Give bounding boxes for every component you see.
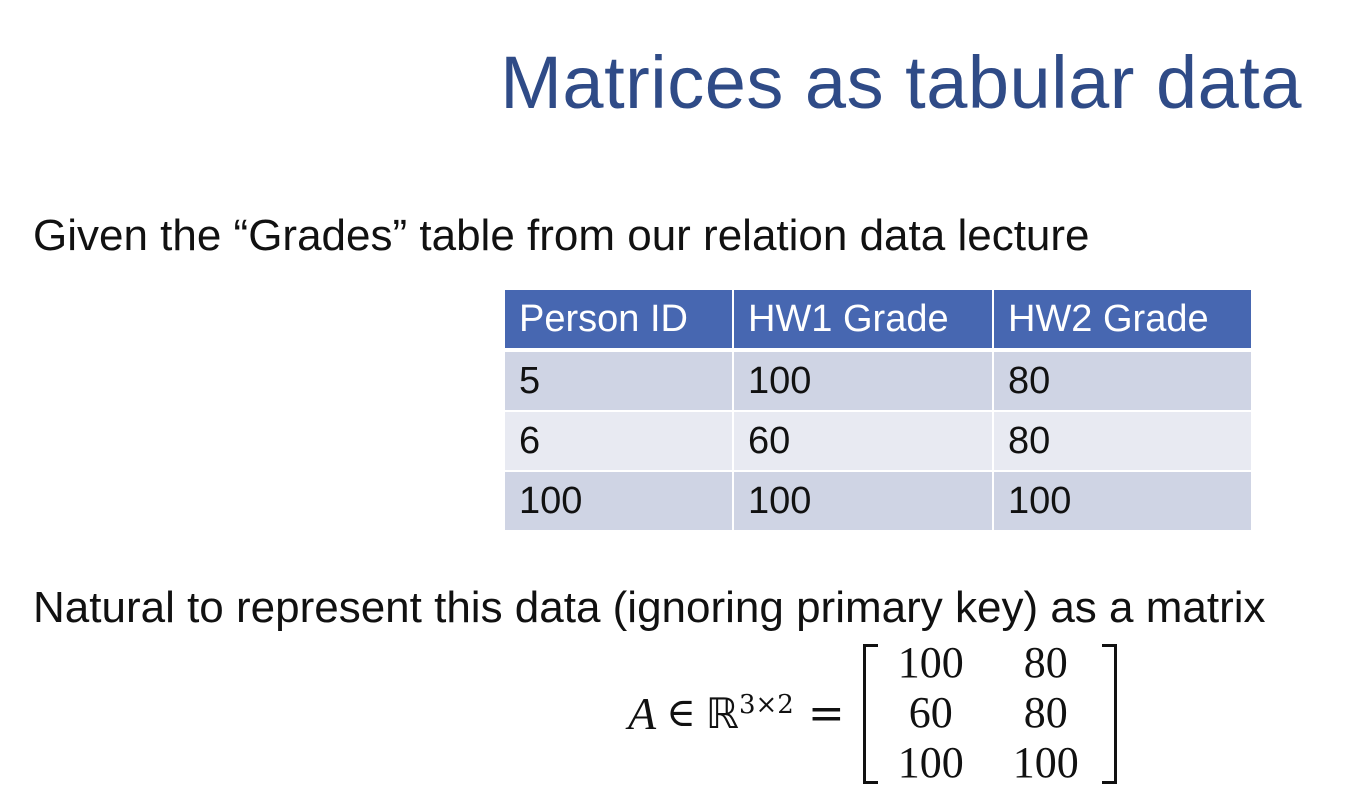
- real-numbers-symbol: ℝ: [705, 688, 739, 738]
- matrix-entry: 60: [908, 688, 953, 737]
- table-row: [505, 350, 1251, 411]
- matrix-entry: 100: [897, 738, 964, 787]
- matrix: [863, 638, 1117, 788]
- slide-title: Matrices as tabular data: [500, 41, 1302, 124]
- table-cell: 6: [505, 411, 733, 471]
- table-cell: 80: [993, 350, 1251, 411]
- matrix-entry: 100: [897, 638, 964, 687]
- matrix-equation: [628, 638, 1117, 788]
- table-cell: 100: [993, 471, 1251, 531]
- table-cell: 80: [993, 411, 1251, 471]
- equation-lhs: [628, 687, 863, 740]
- table-cell: 100: [505, 471, 733, 531]
- grades-table: [505, 290, 1251, 532]
- header-hw2-grade: HW2 Grade: [993, 290, 1251, 350]
- table-row: [505, 411, 1251, 471]
- table-cell: 5: [505, 350, 733, 411]
- table-cell: 60: [733, 411, 993, 471]
- right-bracket: [1102, 644, 1117, 784]
- matrix-entry: 100: [1012, 738, 1079, 787]
- table-cell: 100: [733, 350, 993, 411]
- intro-text: Given the “Grades” table from our relation data lecture: [33, 211, 1090, 260]
- header-hw1-grade: HW1 Grade: [733, 290, 993, 350]
- equals-symbol: =: [807, 687, 845, 739]
- table-header-row: [505, 290, 1251, 350]
- matrix-explanation-text: Natural to represent this data (ignoring primary key) as a matrix: [33, 583, 1266, 632]
- matrix-entry: 80: [1023, 638, 1068, 687]
- matrix-variable: A: [628, 687, 657, 739]
- table-cell: 100: [733, 471, 993, 531]
- element-of-symbol: ∈: [666, 690, 696, 736]
- matrix-dimensions: 3×2: [738, 690, 794, 720]
- left-bracket: [863, 644, 878, 784]
- matrix-entry: 80: [1023, 688, 1068, 737]
- header-person-id: Person ID: [505, 290, 733, 350]
- table-row: [505, 471, 1251, 531]
